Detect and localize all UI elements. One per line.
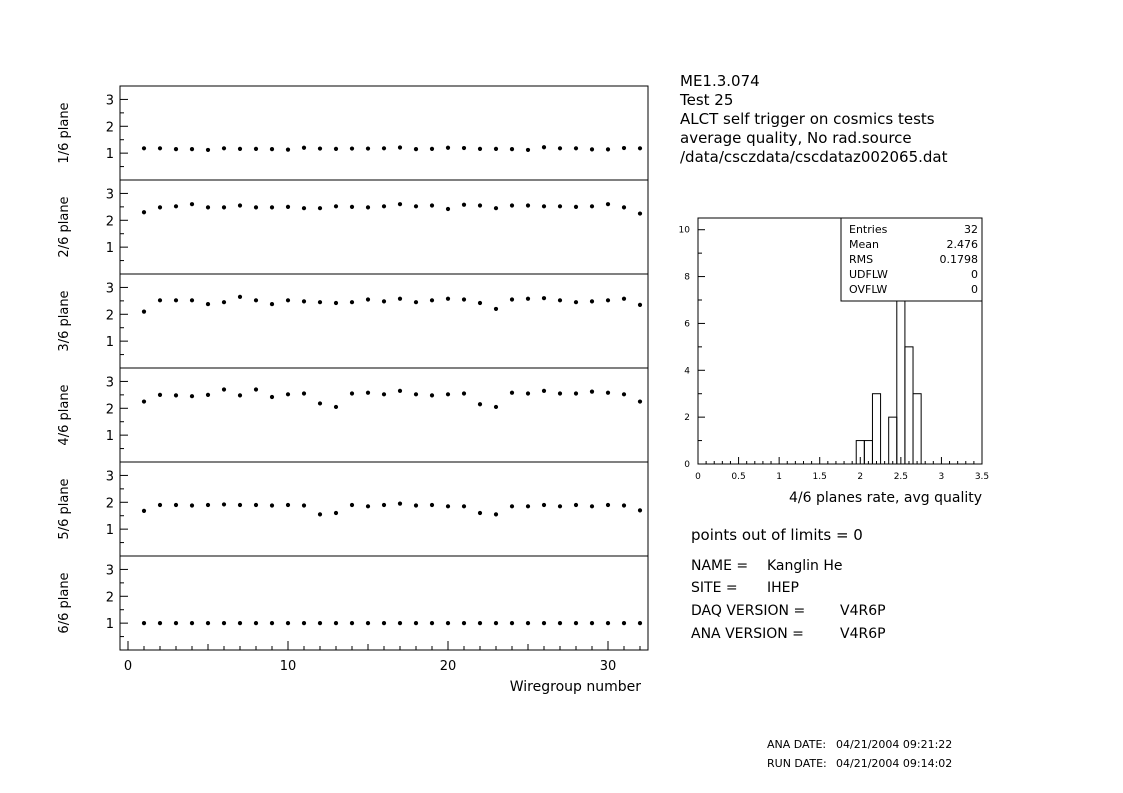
data-point — [510, 391, 514, 395]
data-point — [494, 621, 498, 625]
data-point — [622, 392, 626, 396]
data-point — [638, 211, 642, 215]
data-point — [302, 503, 306, 507]
data-point — [430, 621, 434, 625]
data-point — [142, 310, 146, 314]
data-point — [558, 504, 562, 508]
data-point — [254, 298, 258, 302]
y-tick-label: 2 — [105, 308, 114, 324]
hist-y-tick-label: 0 — [684, 460, 690, 470]
data-point — [574, 300, 578, 304]
stats-label: OVFLW — [849, 283, 888, 296]
data-point — [510, 621, 514, 625]
data-point — [478, 511, 482, 515]
data-point — [414, 300, 418, 304]
data-point — [334, 147, 338, 151]
data-point — [414, 621, 418, 625]
data-point — [558, 204, 562, 208]
panel-y-label: 1/6 plane — [57, 102, 72, 164]
data-point — [590, 621, 594, 625]
out-of-limits-text: points out of limits = 0 — [691, 526, 863, 544]
data-point — [350, 503, 354, 507]
hist-x-tick-label: 3 — [938, 472, 945, 482]
panel-y-label: 2/6 plane — [57, 196, 72, 258]
hist-x-tick-label: 3.5 — [974, 472, 990, 482]
data-point — [334, 204, 338, 208]
data-point — [158, 621, 162, 625]
data-point — [334, 621, 338, 625]
data-point — [142, 146, 146, 150]
header-block — [679, 72, 948, 166]
data-point — [206, 302, 210, 306]
data-point — [174, 503, 178, 507]
stats-label: RMS — [849, 253, 874, 266]
data-point — [542, 296, 546, 300]
data-point — [238, 621, 242, 625]
data-point — [542, 389, 546, 393]
data-point — [206, 393, 210, 397]
ana-date-value: 04/21/2004 09:21:22 — [836, 738, 953, 751]
data-point — [606, 298, 610, 302]
data-point — [254, 503, 258, 507]
stats-label: Entries — [849, 223, 888, 236]
plane-panel — [57, 180, 648, 274]
data-point — [174, 393, 178, 397]
data-point — [222, 205, 226, 209]
data-point — [286, 148, 290, 152]
data-point — [254, 147, 258, 151]
data-point — [382, 146, 386, 150]
hist-x-tick-label: 2 — [857, 472, 864, 482]
data-point — [510, 504, 514, 508]
data-point — [558, 146, 562, 150]
data-point — [158, 205, 162, 209]
plane-panel — [57, 556, 648, 650]
data-point — [350, 621, 354, 625]
data-point — [414, 503, 418, 507]
data-point — [462, 297, 466, 301]
data-point — [270, 205, 274, 209]
data-point — [558, 298, 562, 302]
hist-x-tick-label: 0.5 — [731, 472, 746, 482]
ana-version-value: V4R6P — [840, 626, 886, 642]
stats-value: 0 — [971, 268, 978, 281]
data-point — [174, 204, 178, 208]
hist-y-tick-label: 2 — [684, 413, 690, 424]
data-point — [334, 405, 338, 409]
name-value: Kanglin He — [767, 558, 843, 574]
y-tick-label: 3 — [105, 93, 114, 109]
data-point — [414, 204, 418, 208]
data-point — [526, 391, 530, 395]
data-point — [430, 147, 434, 151]
data-point — [638, 303, 642, 307]
stats-label: UDFLW — [849, 268, 888, 281]
data-point — [478, 621, 482, 625]
data-point — [542, 204, 546, 208]
data-point — [462, 504, 466, 508]
plane-quality-panels — [57, 86, 648, 650]
panel-frame — [120, 274, 648, 368]
data-point — [142, 509, 146, 513]
data-point — [398, 502, 402, 506]
plane-panel — [57, 274, 648, 368]
data-point — [542, 145, 546, 149]
hist-x-tick-label: 1 — [776, 472, 783, 482]
daq-version-label: DAQ VERSION = — [691, 603, 806, 619]
data-point — [622, 205, 626, 209]
data-point — [574, 146, 578, 150]
data-point — [174, 298, 178, 302]
y-tick-label: 1 — [105, 429, 114, 445]
data-point — [622, 297, 626, 301]
site-label: SITE = — [691, 580, 738, 596]
data-point — [238, 147, 242, 151]
data-point — [318, 300, 322, 304]
data-point — [222, 146, 226, 150]
y-tick-label: 3 — [105, 281, 114, 297]
panel-y-label: 5/6 plane — [57, 478, 72, 540]
data-file-path: /data/csczdata/cscdataz002065.dat — [680, 148, 948, 166]
data-point — [334, 301, 338, 305]
histogram-bar — [864, 441, 872, 464]
ana-date-label: ANA DATE: — [767, 738, 827, 751]
data-point — [622, 146, 626, 150]
data-point — [446, 146, 450, 150]
stats-value: 32 — [964, 223, 978, 236]
run-date-label: RUN DATE: — [767, 757, 827, 770]
site-value: IHEP — [767, 580, 799, 596]
panel-frame — [120, 462, 648, 556]
data-point — [366, 297, 370, 301]
info-block — [691, 526, 886, 642]
name-label: NAME = — [691, 558, 749, 574]
y-tick-label: 3 — [105, 375, 114, 391]
stats-box — [841, 218, 982, 301]
data-point — [286, 298, 290, 302]
histogram-bar — [913, 394, 921, 464]
stats-value: 0.1798 — [939, 253, 978, 266]
data-point — [398, 297, 402, 301]
data-point — [286, 503, 290, 507]
x-tick-label: 30 — [599, 659, 617, 674]
data-point — [494, 405, 498, 409]
data-point — [606, 202, 610, 206]
x-tick-label: 0 — [123, 659, 133, 674]
data-point — [478, 402, 482, 406]
data-point — [286, 392, 290, 396]
data-point — [606, 391, 610, 395]
data-point — [526, 621, 530, 625]
data-point — [318, 401, 322, 405]
y-tick-label: 2 — [105, 496, 114, 512]
data-point — [302, 206, 306, 210]
data-point — [270, 621, 274, 625]
ana-version-label: ANA VERSION = — [691, 626, 804, 642]
data-point — [350, 205, 354, 209]
wiregroup-x-axis — [124, 641, 640, 674]
y-tick-label: 2 — [105, 402, 114, 418]
data-point — [206, 205, 210, 209]
data-point — [206, 148, 210, 152]
data-point — [382, 299, 386, 303]
data-point — [494, 512, 498, 516]
y-tick-label: 2 — [105, 120, 114, 136]
chamber-id: ME1.3.074 — [680, 72, 760, 90]
data-point — [590, 204, 594, 208]
data-point — [590, 299, 594, 303]
data-point — [542, 621, 546, 625]
data-point — [574, 391, 578, 395]
data-point — [190, 394, 194, 398]
data-point — [430, 203, 434, 207]
x-tick-label: 20 — [439, 659, 457, 674]
data-point — [350, 146, 354, 150]
data-point — [478, 147, 482, 151]
y-tick-label: 3 — [105, 563, 114, 579]
data-point — [382, 392, 386, 396]
data-point — [526, 297, 530, 301]
data-point — [174, 147, 178, 151]
y-tick-label: 1 — [105, 241, 114, 257]
data-point — [190, 503, 194, 507]
hist-x-tick-label: 2.5 — [893, 472, 909, 482]
data-point — [350, 300, 354, 304]
data-point — [542, 503, 546, 507]
data-point — [622, 621, 626, 625]
data-point — [430, 298, 434, 302]
data-point — [158, 393, 162, 397]
stats-value: 0 — [971, 283, 978, 296]
data-point — [478, 203, 482, 207]
data-point — [510, 297, 514, 301]
data-point — [574, 503, 578, 507]
data-point — [510, 147, 514, 151]
data-point — [446, 207, 450, 211]
plane-panel — [57, 462, 648, 556]
data-point — [574, 621, 578, 625]
data-point — [638, 399, 642, 403]
data-point — [622, 503, 626, 507]
histogram-bar — [905, 347, 913, 464]
hist-x-tick-label: 0 — [695, 472, 701, 482]
data-point — [222, 502, 226, 506]
data-point — [590, 390, 594, 394]
histogram-x-label: 4/6 planes rate, avg quality — [789, 490, 982, 506]
panel-y-label: 3/6 plane — [57, 290, 72, 352]
data-point — [414, 392, 418, 396]
hist-y-tick-label: 4 — [684, 366, 690, 377]
data-point — [398, 621, 402, 625]
plane-panel — [57, 86, 648, 180]
x-tick-label: 10 — [279, 659, 297, 674]
data-point — [430, 503, 434, 507]
data-point — [302, 621, 306, 625]
data-point — [190, 147, 194, 151]
data-point — [382, 204, 386, 208]
data-point — [222, 300, 226, 304]
data-point — [398, 202, 402, 206]
data-point — [478, 301, 482, 305]
data-point — [254, 205, 258, 209]
data-point — [446, 504, 450, 508]
data-point — [638, 146, 642, 150]
data-point — [302, 299, 306, 303]
y-tick-label: 3 — [105, 187, 114, 203]
data-point — [318, 512, 322, 516]
y-tick-label: 1 — [105, 147, 114, 163]
data-point — [574, 205, 578, 209]
data-point — [302, 146, 306, 150]
stats-value: 2.476 — [946, 238, 978, 251]
data-point — [222, 621, 226, 625]
data-point — [462, 203, 466, 207]
data-point — [190, 202, 194, 206]
data-point — [526, 504, 530, 508]
data-point — [494, 147, 498, 151]
data-point — [446, 297, 450, 301]
panel-frame — [120, 556, 648, 650]
data-point — [462, 146, 466, 150]
data-point — [414, 147, 418, 151]
data-point — [142, 399, 146, 403]
data-point — [206, 503, 210, 507]
data-point — [286, 205, 290, 209]
data-point — [158, 298, 162, 302]
data-point — [238, 503, 242, 507]
test-description: ALCT self trigger on cosmics tests — [680, 110, 935, 128]
data-point — [174, 621, 178, 625]
daq-version-value: V4R6P — [840, 603, 886, 619]
data-point — [526, 148, 530, 152]
y-tick-label: 1 — [105, 523, 114, 539]
data-point — [366, 621, 370, 625]
data-point — [382, 503, 386, 507]
data-point — [270, 395, 274, 399]
data-point — [270, 302, 274, 306]
data-point — [446, 392, 450, 396]
data-point — [142, 621, 146, 625]
data-point — [206, 621, 210, 625]
data-point — [494, 307, 498, 311]
data-point — [270, 147, 274, 151]
data-point — [190, 621, 194, 625]
hist-y-tick-label: 8 — [684, 272, 690, 283]
data-point — [558, 391, 562, 395]
x-axis-label: Wiregroup number — [509, 679, 641, 695]
data-point — [142, 210, 146, 214]
data-point — [158, 146, 162, 150]
footer-dates — [767, 738, 952, 770]
data-point — [286, 621, 290, 625]
panel-y-label: 4/6 plane — [57, 384, 72, 446]
data-point — [318, 206, 322, 210]
quality-histogram — [679, 218, 990, 482]
data-point — [190, 298, 194, 302]
y-tick-label: 3 — [105, 469, 114, 485]
data-point — [606, 621, 610, 625]
data-point — [446, 621, 450, 625]
test-number: Test 25 — [680, 91, 734, 109]
data-point — [494, 206, 498, 210]
data-point — [638, 621, 642, 625]
data-point — [334, 511, 338, 515]
data-point — [238, 393, 242, 397]
data-point — [302, 391, 306, 395]
data-point — [606, 503, 610, 507]
hist-y-tick-label: 10 — [678, 225, 690, 236]
data-point — [558, 621, 562, 625]
y-tick-label: 2 — [105, 214, 114, 230]
data-point — [350, 391, 354, 395]
data-point — [254, 387, 258, 391]
hist-y-tick-label: 6 — [684, 319, 690, 330]
histogram-bar — [889, 417, 897, 464]
panel-frame — [120, 86, 648, 180]
panel-frame — [120, 180, 648, 274]
data-point — [526, 203, 530, 207]
data-point — [366, 504, 370, 508]
data-point — [366, 146, 370, 150]
data-point — [366, 391, 370, 395]
y-tick-label: 1 — [105, 335, 114, 351]
data-point — [366, 205, 370, 209]
y-tick-label: 1 — [105, 617, 114, 633]
data-point — [254, 621, 258, 625]
test-subtitle: average quality, No rad.source — [680, 129, 912, 147]
histogram-bar — [872, 394, 880, 464]
data-point — [382, 621, 386, 625]
stats-label: Mean — [849, 238, 879, 251]
data-point — [398, 389, 402, 393]
data-point — [158, 503, 162, 507]
panel-y-label: 6/6 plane — [57, 572, 72, 634]
data-point — [398, 145, 402, 149]
panel-frame — [120, 368, 648, 462]
run-date-value: 04/21/2004 09:14:02 — [836, 757, 953, 770]
data-point — [590, 504, 594, 508]
data-point — [462, 391, 466, 395]
data-point — [318, 146, 322, 150]
y-tick-label: 2 — [105, 590, 114, 606]
plane-panel — [57, 368, 648, 462]
data-point — [462, 621, 466, 625]
hist-x-tick-label: 1.5 — [812, 472, 827, 482]
data-point — [238, 295, 242, 299]
data-point — [606, 147, 610, 151]
data-point — [430, 393, 434, 397]
data-point — [238, 203, 242, 207]
data-point — [590, 147, 594, 151]
data-point — [318, 621, 322, 625]
data-point — [510, 203, 514, 207]
data-point — [270, 503, 274, 507]
data-point — [638, 508, 642, 512]
data-point — [222, 387, 226, 391]
